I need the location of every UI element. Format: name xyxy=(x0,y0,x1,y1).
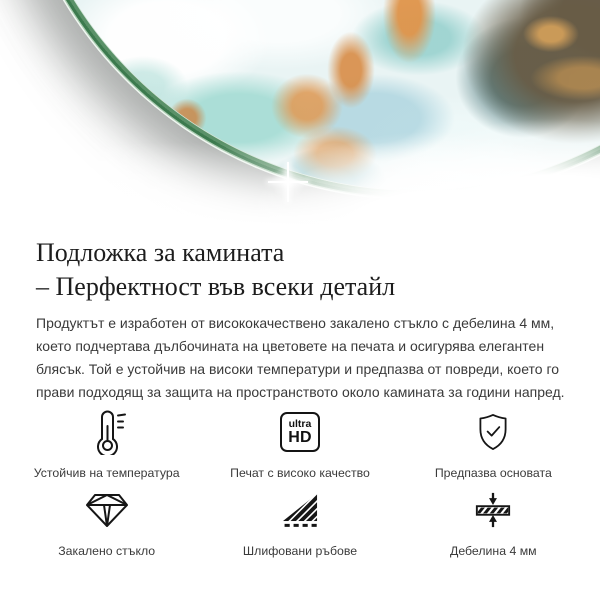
polished-edges-icon xyxy=(281,486,319,534)
feature-temperature-resistant xyxy=(10,408,203,480)
feature-label: Шлифовани ръбове xyxy=(242,544,358,558)
feature-polished-edges xyxy=(203,486,396,558)
ultra-hd-icon xyxy=(280,408,320,456)
feature-tempered-glass xyxy=(10,486,203,558)
thermometer-icon xyxy=(87,408,127,456)
feature-label: Печат с високо качество xyxy=(230,466,370,480)
feature-label: Закалено стъкло xyxy=(58,544,156,558)
diamond-icon xyxy=(82,486,132,534)
sparkle-glint-icon xyxy=(266,160,310,204)
shield-check-icon xyxy=(475,408,511,456)
ultra-hd-badge-top: ultra xyxy=(288,418,312,430)
feature-label: Устойчив на температура xyxy=(33,466,180,480)
page-title-line1: Подложка за камината xyxy=(36,238,285,267)
thickness-icon xyxy=(474,486,512,534)
page-title xyxy=(36,236,564,304)
feature-print-quality xyxy=(203,408,396,480)
product-info-section xyxy=(0,236,600,558)
page-title-line2: – Перфектност във всеки детайл xyxy=(36,272,396,301)
feature-thickness xyxy=(397,486,590,558)
features-grid xyxy=(10,408,590,558)
ultra-hd-badge-bottom: HD xyxy=(288,429,312,446)
feature-protects-base xyxy=(397,408,590,480)
feature-label: Дебелина 4 мм xyxy=(450,544,537,558)
product-description: Продуктът е изработен от висококачествено закалено стъкло с дебелина 4 мм, което подчертава дълбочината на цветовете на печата и осигурява елегантен блясък. Той е устойчив на високи температури и предпазва от повреди, което го прави подходящ за защита на пространството около камината за години напред. xyxy=(36,315,565,400)
product-photo xyxy=(0,0,600,230)
feature-label: Предпазва основата xyxy=(434,466,552,480)
